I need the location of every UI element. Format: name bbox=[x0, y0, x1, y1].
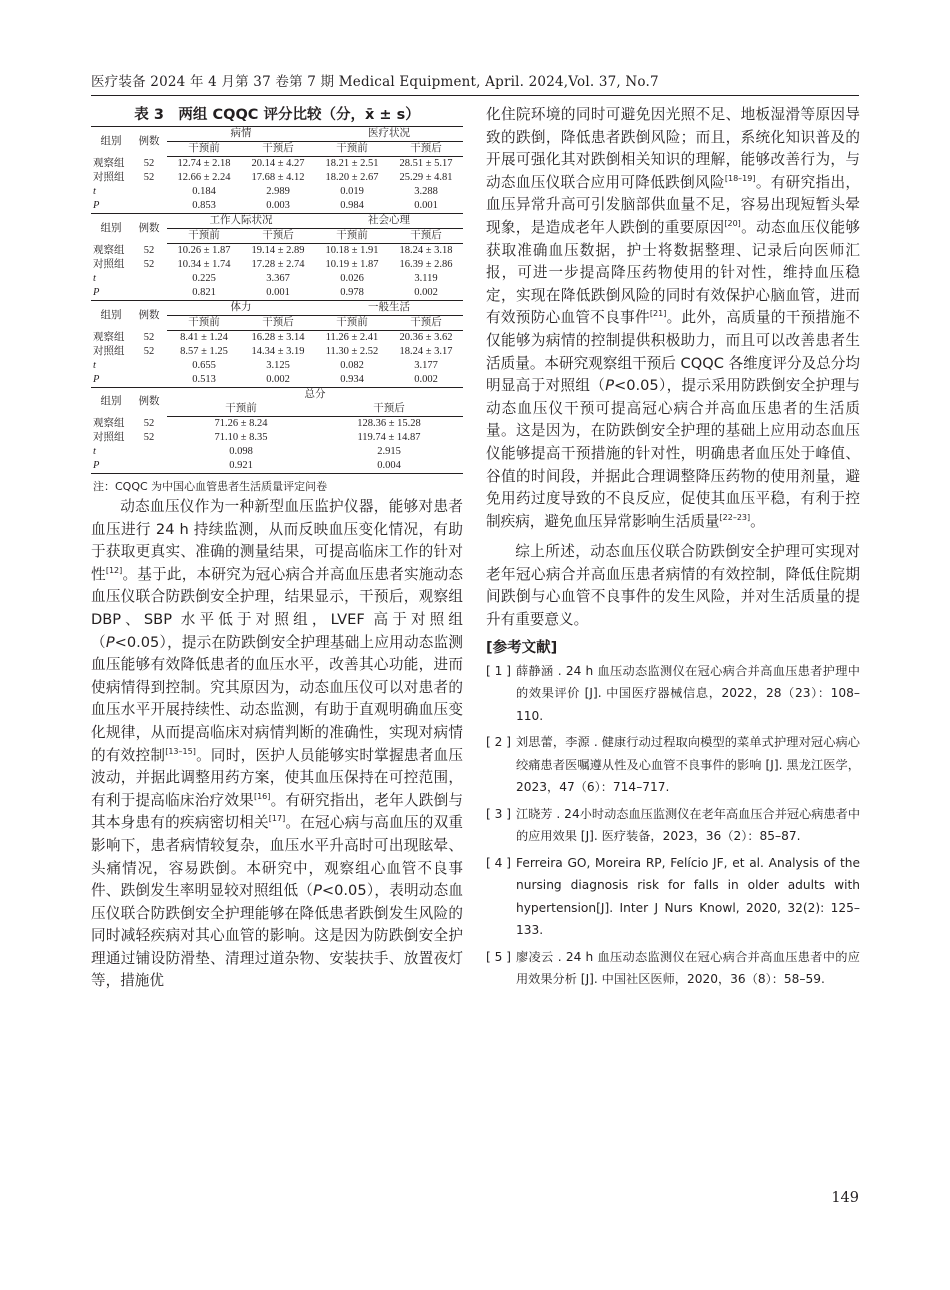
table-cell: t bbox=[93, 186, 96, 197]
table-cell: 观察组 bbox=[93, 157, 125, 169]
table-cell: 3.125 bbox=[266, 360, 290, 371]
table-cell: 0.978 bbox=[315, 286, 389, 301]
table-cell: t bbox=[93, 273, 96, 284]
reference-number: [ 5 ] bbox=[486, 949, 512, 964]
time-header: 干预后 bbox=[389, 229, 463, 244]
table-cell: t bbox=[93, 446, 96, 457]
p-symbol: P bbox=[605, 377, 614, 395]
table-cell: 0.003 bbox=[241, 199, 315, 214]
dimension-header: 工作人际状况 bbox=[167, 214, 315, 229]
reference-item bbox=[486, 946, 860, 991]
text-run: 。在冠心病与高血压的双重影响下，患者病情较复杂，血压水平升高时可出现眩晕、头痛情况，容易跌倒。本研究中，观察组心血管不良事件、跌倒发生率明显较对照组低（ bbox=[91, 814, 463, 900]
table-row bbox=[91, 199, 463, 214]
text-run: 动态血压仪作为一种新型血压监护仪器，能够对患者血压进行 24 h 持续监测，从而反映血压变化情况，有助于获取更真实、准确的测量结果，可提高临床工作的针对性 bbox=[91, 498, 463, 583]
table-cell: 16.39 ± 2.86 bbox=[399, 259, 453, 270]
table-cell: 0.019 bbox=[340, 186, 364, 197]
table-row bbox=[91, 272, 463, 286]
reference-text: 江晓芳 . 24小时动态血压监测仪在老年高血压合并冠心病患者中的应用效果 [J]. 医疗装备，2023，36（2）：85–87. bbox=[516, 806, 861, 844]
left-column bbox=[91, 104, 463, 993]
table-header-row bbox=[91, 301, 463, 316]
table-cell bbox=[131, 445, 167, 459]
table-header-row bbox=[91, 214, 463, 229]
table-row bbox=[91, 431, 463, 445]
reference-item bbox=[486, 731, 860, 799]
time-header: 干预后 bbox=[389, 142, 463, 157]
table-cell: 10.34 ± 1.74 bbox=[177, 259, 231, 270]
table-row bbox=[91, 345, 463, 359]
table-cell: 18.21 ± 2.51 bbox=[325, 158, 379, 169]
table-cell: 52 bbox=[143, 331, 155, 343]
table-cell: 2.915 bbox=[377, 446, 401, 457]
text-run: 。有研究指出，老年人跌倒与其本身患有的疾病密切相关 bbox=[91, 791, 463, 832]
table-cell: 52 bbox=[143, 346, 155, 357]
table-cell: 17.28 ± 2.74 bbox=[251, 259, 305, 270]
time-header: 干预前 bbox=[167, 142, 241, 157]
col-cases-header: 例数 bbox=[131, 127, 167, 157]
time-header: 干预后 bbox=[241, 316, 315, 331]
table-cell: 3.367 bbox=[266, 273, 290, 284]
citation: [16] bbox=[253, 791, 271, 801]
p-symbol: P bbox=[313, 882, 322, 900]
table-cell bbox=[131, 199, 167, 214]
text-run: 化住院环境的同时可避免因光照不足、地板湿滑等原因导致的跌倒，降低患者跌倒风险；而且，系统化知识普及的开展可强化其对跌倒相关知识的理解，能够改善行为，与动态血压仪联合应用可降低跌倒风险 bbox=[486, 106, 860, 191]
reference-text: Ferreira GO, Moreira RP, Felício JF, et al. Analysis of the nursing diagnosis risk for falls in older adults with hypertension[J]. Inter J Nurs Knowl, 2020, 32(2): 125–133. bbox=[516, 855, 860, 938]
time-header: 干预前 bbox=[315, 142, 389, 157]
table-cell: 观察组 bbox=[93, 244, 125, 256]
table-cell: 0.002 bbox=[241, 373, 315, 388]
cqqc-table-body bbox=[91, 127, 463, 474]
reference-text: 廖凌云 . 24 h 血压动态监测仪在冠心病合并高血压患者中的应用效果分析 [J]. 中国社区医师，2020，36（8）：58–59. bbox=[516, 949, 860, 987]
table-cell: 71.10 ± 8.35 bbox=[214, 432, 268, 443]
citation: [21] bbox=[649, 309, 667, 319]
table-cell: 对照组 bbox=[93, 259, 125, 270]
time-header: 干预前 bbox=[167, 402, 315, 417]
time-header: 干预前 bbox=[167, 229, 241, 244]
table-cell: 0.002 bbox=[389, 286, 463, 301]
table-cell: 0.513 bbox=[167, 373, 241, 388]
discussion-paragraph-right bbox=[486, 104, 860, 533]
p-symbol: P bbox=[105, 633, 115, 651]
table-cell: 11.30 ± 2.52 bbox=[325, 346, 379, 357]
text-run: 。同时，医护人员能够实时掌握患者血压波动，并据此调整用药方案，使其血压保持在可控范围，有利于提高临床治疗效果 bbox=[91, 746, 463, 809]
table-cell: 对照组 bbox=[93, 346, 125, 357]
table-cell: 18.24 ± 3.17 bbox=[399, 346, 453, 357]
table-cell: 8.57 ± 1.25 bbox=[180, 346, 228, 357]
text-run: 。基于此，本研究为冠心病合并高血压患者实施动态血压仪联合防跌倒安全护理，结果显示，干预后，观察组 DBP、SBP 水平低于对照组，LVEF 高于对照组（ bbox=[91, 565, 463, 651]
dimension-header: 医疗状况 bbox=[315, 127, 463, 142]
conclusion-paragraph: 综上所述，动态血压仪联合防跌倒安全护理可实现对老年冠心病合并高血压患者病情的有效控制，降低住院期间跌倒与心血管不良事件的发生风险，并对生活质量的提升有重要意义。 bbox=[486, 543, 860, 629]
text-run: 。 bbox=[750, 512, 765, 530]
table-cell: 0.002 bbox=[389, 373, 463, 388]
citation: [20] bbox=[724, 219, 741, 229]
table-cell: 12.66 ± 2.24 bbox=[177, 172, 231, 183]
time-header: 干预后 bbox=[389, 316, 463, 331]
table-cell: 8.41 ± 1.24 bbox=[180, 332, 228, 343]
col-group-header: 组别 bbox=[91, 127, 131, 157]
table-cell: 52 bbox=[143, 157, 155, 169]
table-cell: 52 bbox=[143, 417, 155, 429]
table-cell: 3.119 bbox=[414, 273, 438, 284]
table-cell: 2.989 bbox=[266, 186, 290, 197]
table-cell: 119.74 ± 14.87 bbox=[357, 432, 421, 443]
text-run: 。此外，高质量的干预措施不仅能够为病情的控制提供积极助力，而且可以改善患者生活质量。本研究观察组干预后 CQQC 各维度评分及总分均明显高于对照组（ bbox=[486, 309, 860, 395]
references-heading: [参考文献] bbox=[486, 639, 558, 656]
table-cell: 0.984 bbox=[315, 199, 389, 214]
table-cell: 0.853 bbox=[167, 199, 241, 214]
reference-item bbox=[486, 660, 860, 728]
table-cell: 3.177 bbox=[414, 360, 438, 371]
table-cell: 对照组 bbox=[93, 432, 125, 443]
dimension-header: 社会心理 bbox=[315, 214, 463, 229]
table-cell: t bbox=[93, 360, 96, 371]
table-row bbox=[91, 445, 463, 459]
table-cell: 0.225 bbox=[192, 273, 216, 284]
col-cases-header: 例数 bbox=[131, 301, 167, 331]
reference-number: [ 1 ] bbox=[486, 663, 512, 678]
table-cell: 0.184 bbox=[192, 186, 216, 197]
table-cell: P bbox=[91, 373, 131, 388]
table-cell: 28.51 ± 5.17 bbox=[399, 158, 453, 169]
table-cell: P bbox=[91, 286, 131, 301]
time-header: 干预前 bbox=[167, 316, 241, 331]
cqqc-table bbox=[91, 126, 463, 474]
table-cell: 71.26 ± 8.24 bbox=[214, 418, 268, 429]
col-group-header: 组别 bbox=[91, 388, 131, 417]
table-header-row bbox=[91, 127, 463, 142]
table-cell: 10.18 ± 1.91 bbox=[325, 245, 379, 256]
citation: [13–15] bbox=[165, 746, 196, 756]
table-cell: 52 bbox=[143, 259, 155, 270]
table-cell: 观察组 bbox=[93, 417, 125, 429]
dimension-header: 总分 bbox=[167, 388, 463, 403]
table-cell: 观察组 bbox=[93, 331, 125, 343]
dimension-header: 病情 bbox=[167, 127, 315, 142]
col-group-header: 组别 bbox=[91, 301, 131, 331]
citation: [12] bbox=[105, 565, 123, 575]
discussion-paragraph-left bbox=[91, 496, 463, 993]
table-cell: 10.19 ± 1.87 bbox=[325, 259, 379, 270]
table-cell: 20.14 ± 4.27 bbox=[251, 158, 305, 169]
dimension-header: 一般生活 bbox=[315, 301, 463, 316]
table-cell: 128.36 ± 15.28 bbox=[357, 418, 421, 429]
text-run: 。动态血压仪能够获取准确血压数据，护士将数据整理、记录后向医师汇报，可进一步提高降压药物使用的针对性，维持血压稳定，实现在降低跌倒风险的同时有效保护心脑血管，进而有效预防心血管不良事件 bbox=[486, 218, 860, 327]
reference-text: 薛静涵 . 24 h 血压动态监测仪在冠心病合并高血压患者护理中的效果评价 [J]. 中国医疗器械信息，2022，28（23）：108–110. bbox=[516, 663, 860, 723]
table-cell bbox=[131, 459, 167, 474]
table-cell: 17.68 ± 4.12 bbox=[251, 172, 305, 183]
table-cell: 0.921 bbox=[167, 459, 315, 474]
time-header: 干预后 bbox=[241, 142, 315, 157]
reference-list bbox=[486, 660, 860, 991]
table-row bbox=[91, 286, 463, 301]
table-header-row bbox=[91, 388, 463, 403]
table-cell bbox=[131, 185, 167, 199]
table-cell: 0.004 bbox=[315, 459, 463, 474]
table-row bbox=[91, 417, 463, 432]
table-row bbox=[91, 331, 463, 346]
table-cell: 18.24 ± 3.18 bbox=[399, 245, 453, 256]
table-cell: 25.29 ± 4.81 bbox=[399, 172, 453, 183]
text-run: <0.05），提示采用防跌倒安全护理与动态血压仪干预可提高冠心病合并高血压患者的生活质量。这是因为，在防跌倒安全护理的基础上应用动态血压仪能够提高干预措施的针对性，明确患者血压处于峰值、谷值的时间段，并据此合理调整降压药物的使用剂量，避免用药过度导致的不良反应，促使其血压平稳，有利于控制疾病，避免血压异常影响生活质量 bbox=[486, 377, 860, 530]
table-cell: 对照组 bbox=[93, 172, 125, 183]
col-cases-header: 例数 bbox=[131, 214, 167, 244]
table-row bbox=[91, 157, 463, 172]
table-cell: 18.20 ± 2.67 bbox=[325, 172, 379, 183]
time-header: 干预前 bbox=[315, 316, 389, 331]
text-run: <0.05），表明动态血压仪联合防跌倒安全护理能够在降低患者跌倒发生风险的同时减轻疾病对其心血管的影响。这是因为防跌倒安全护理通过铺设防滑垫、清理过道杂物、安装扶手、放置夜灯等，措施优 bbox=[91, 882, 463, 990]
table-title: 表 3 两组 CQQC 评分比较（分，x̄ ± s） bbox=[134, 107, 420, 123]
table-cell: 11.26 ± 2.41 bbox=[325, 332, 379, 343]
table-cell: 0.026 bbox=[340, 273, 364, 284]
table-cell: 0.655 bbox=[192, 360, 216, 371]
time-header: 干预前 bbox=[315, 229, 389, 244]
citation: [17] bbox=[268, 814, 286, 824]
table-cell: 14.34 ± 3.19 bbox=[251, 346, 305, 357]
reference-number: [ 3 ] bbox=[486, 806, 512, 821]
citation: [18–19] bbox=[724, 173, 756, 183]
table-cell: 19.14 ± 2.89 bbox=[251, 245, 305, 256]
table-cell: 52 bbox=[143, 244, 155, 256]
table-cell bbox=[131, 359, 167, 373]
table-cell: 0.934 bbox=[315, 373, 389, 388]
table-row bbox=[91, 373, 463, 388]
table-cell: 52 bbox=[143, 432, 155, 443]
table-cell bbox=[131, 286, 167, 301]
dimension-header: 体力 bbox=[167, 301, 315, 316]
reference-text: 刘思蕾，李源 . 健康行动过程取向模型的菜单式护理对冠心病心绞痛患者医嘱遵从性及心血管不良事件的影响 [J]. 黑龙江医学，2023，47（6）：714–717. bbox=[516, 735, 860, 795]
table-row bbox=[91, 244, 463, 259]
table-cell: 0.001 bbox=[389, 199, 463, 214]
text-run: <0.05），提示在防跌倒安全护理基础上应用动态监测血压能够有效降低患者的血压水平，改善其心功能，进而使病情得到控制。究其原因为，动态血压仪可以对患者的血压水平开展持续性、动态监测，有助于直观明确血压变化规律，从而提高临床对病情判断的准确性，实现对病情的有效控制 bbox=[91, 633, 463, 764]
table-row bbox=[91, 171, 463, 185]
table-cell bbox=[131, 373, 167, 388]
reference-item bbox=[486, 803, 860, 848]
table-cell bbox=[131, 272, 167, 286]
table-cell: 0.821 bbox=[167, 286, 241, 301]
table-cell: 12.74 ± 2.18 bbox=[177, 158, 231, 169]
page-number: 149 bbox=[831, 1190, 859, 1206]
reference-number: [ 2 ] bbox=[486, 735, 512, 750]
table-note: 注：CQQC 为中国心血管患者生活质量评定问卷 bbox=[93, 480, 328, 493]
table-cell: 16.28 ± 3.14 bbox=[251, 332, 305, 343]
text-run: 。有研究指出，血压异常升高可引发脑部供血量不足，容易出现短暂头晕现象，是造成老年人跌倒的重要原因 bbox=[486, 173, 860, 236]
table-cell: P bbox=[91, 459, 131, 474]
time-header: 干预后 bbox=[241, 229, 315, 244]
table-cell: 20.36 ± 3.62 bbox=[399, 332, 453, 343]
running-header: 医疗装备 2024 年 4 月第 37 卷第 7 期 Medical Equipment, April. 2024,Vol. 37, No.7 bbox=[91, 74, 659, 90]
table-row bbox=[91, 185, 463, 199]
col-group-header: 组别 bbox=[91, 214, 131, 244]
table-cell: 3.288 bbox=[414, 186, 438, 197]
reference-number: [ 4 ] bbox=[486, 855, 512, 870]
table-cell: 0.001 bbox=[241, 286, 315, 301]
citation: [22–23] bbox=[719, 512, 751, 522]
table-cell: 0.098 bbox=[229, 446, 253, 457]
table-row bbox=[91, 459, 463, 474]
table-row bbox=[91, 258, 463, 272]
right-column bbox=[486, 104, 860, 995]
header-rule bbox=[91, 95, 859, 96]
col-cases-header: 例数 bbox=[131, 388, 167, 417]
table-row bbox=[91, 359, 463, 373]
time-header: 干预后 bbox=[315, 402, 463, 417]
table-cell: 0.082 bbox=[340, 360, 364, 371]
reference-item bbox=[486, 852, 860, 942]
table-cell: 10.26 ± 1.87 bbox=[177, 245, 231, 256]
table-cell: 52 bbox=[143, 172, 155, 183]
table-cell: P bbox=[91, 199, 131, 214]
